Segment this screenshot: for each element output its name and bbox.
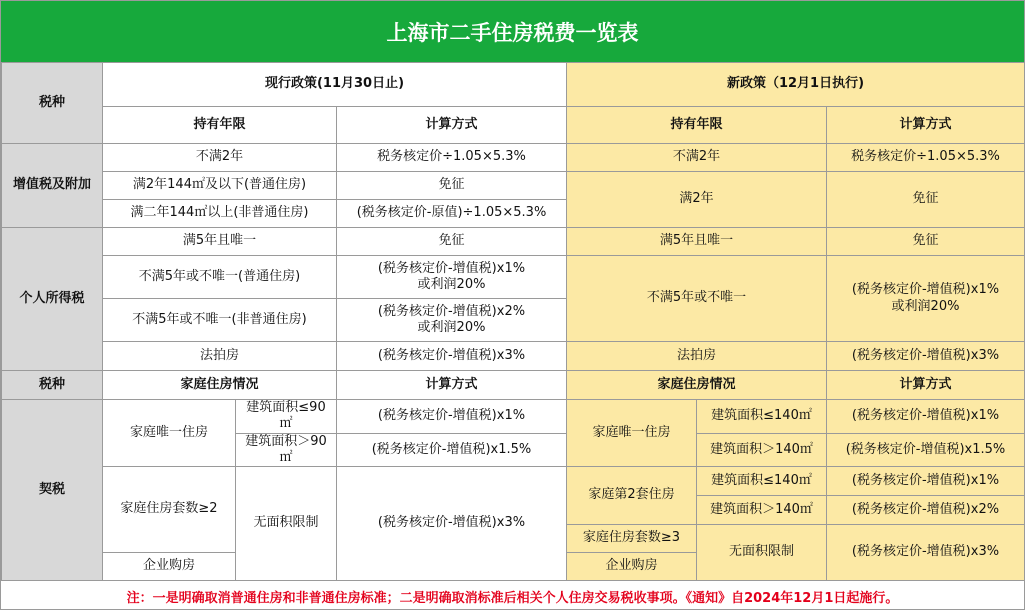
calc-line: 或利润20%	[417, 320, 486, 335]
deed-header-row	[2, 371, 1025, 400]
vat-new-cond: 满2年	[567, 172, 827, 228]
new-deed-calc-header: 计算方式	[827, 371, 1025, 400]
document-title: 上海市二手住房税费一览表	[1, 1, 1024, 62]
deed-row-3	[2, 467, 1025, 496]
vat-row-1	[2, 144, 1025, 172]
current-no-limit: 无面积限制	[236, 467, 337, 581]
new-no-limit: 无面积限制	[697, 525, 827, 581]
income-current-calc	[337, 256, 567, 299]
new-only-home: 家庭唯一住房	[567, 400, 697, 467]
new-holding-years-header: 持有年限	[567, 107, 827, 144]
income-row-4	[2, 342, 1025, 371]
vat-new-calc: 税务核定价÷1.05×5.3%	[827, 144, 1025, 172]
new-second-gt: 建筑面积＞140㎡	[697, 496, 827, 525]
income-new-cond: 满5年且唯一	[567, 228, 827, 256]
calc-line: (税务核定价-增值税)x1%	[851, 282, 1000, 298]
income-new-calc: 免征	[827, 228, 1025, 256]
new-calc-header: 计算方式	[827, 107, 1025, 144]
vat-row-2	[2, 172, 1025, 200]
new-second-home: 家庭第2套住房	[567, 467, 697, 525]
current-calc-header: 计算方式	[337, 107, 567, 144]
deed-row-1	[2, 400, 1025, 434]
vat-current-cond: 满二年144㎡以上(非普通住房)	[103, 200, 337, 228]
vat-current-calc: 免征	[337, 172, 567, 200]
current-only-home: 家庭唯一住房	[103, 400, 236, 467]
income-current-cond: 法拍房	[103, 342, 337, 371]
new-only-le: 建筑面积≤140㎡	[697, 400, 827, 434]
new-only-gt: 建筑面积＞140㎡	[697, 433, 827, 467]
new-no-limit-calc: (税务核定价-增值税)x3%	[827, 525, 1025, 581]
new-only-le-calc: (税务核定价-增值税)x1%	[827, 400, 1025, 434]
vat-current-calc: 税务核定价÷1.05×5.3%	[337, 144, 567, 172]
header-row-policy	[2, 63, 1025, 107]
current-holding-years-header: 持有年限	[103, 107, 337, 144]
footnote: 注：一是明确取消普通住房和非普通住房标准；二是明确取消标准后相关个人住房交易税收事项。《通知》自2024年12月1日起施行。	[126, 590, 899, 606]
income-current-cond: 不满5年或不唯一(普通住房)	[103, 256, 337, 299]
calc-line: (税务核定价-增值税)x2%	[377, 303, 526, 319]
income-current-cond: 满5年且唯一	[103, 228, 337, 256]
vat-current-cond: 满2年144㎡及以下(普通住房)	[103, 172, 337, 200]
new-only-gt-calc: (税务核定价-增值税)x1.5%	[827, 433, 1025, 467]
current-two-plus: 家庭住房套数≥2	[103, 467, 236, 553]
vat-new-cond: 不满2年	[567, 144, 827, 172]
income-current-calc: 免征	[337, 228, 567, 256]
calc-line: (税务核定价-增值税)x1%	[377, 260, 526, 276]
income-row-1	[2, 228, 1025, 256]
current-area-gt-calc: (税务核定价-增值税)x1.5%	[337, 433, 567, 467]
deed-tax-type-header: 税种	[2, 371, 103, 400]
vat-new-calc: 免征	[827, 172, 1025, 228]
income-current-calc	[337, 299, 567, 342]
new-second-gt-calc: (税务核定价-增值税)x2%	[827, 496, 1025, 525]
new-second-le-calc: (税务核定价-增值税)x1%	[827, 467, 1025, 496]
current-area-le: 建筑面积≤90㎡	[236, 400, 337, 434]
income-new-cond: 不满5年或不唯一	[567, 256, 827, 342]
income-new-cond: 法拍房	[567, 342, 827, 371]
new-family-housing-header: 家庭住房情况	[567, 371, 827, 400]
new-policy-header: 新政策（12月1日执行)	[567, 63, 1025, 107]
income-current-calc: (税务核定价-增值税)x3%	[337, 342, 567, 371]
vat-current-calc: (税务核定价-原值)÷1.05×5.3%	[337, 200, 567, 228]
current-enterprise: 企业购房	[103, 553, 236, 581]
tax-type-header: 税种	[2, 63, 103, 144]
current-area-le-calc: (税务核定价-增值税)x1%	[337, 400, 567, 434]
current-policy-header: 现行政策(11月30日止)	[103, 63, 567, 107]
calc-line: 或利润20%	[891, 298, 960, 314]
income-current-cond: 不满5年或不唯一(非普通住房)	[103, 299, 337, 342]
new-second-le: 建筑面积≤140㎡	[697, 467, 827, 496]
income-new-calc	[827, 256, 1025, 342]
current-deed-calc-header: 计算方式	[337, 371, 567, 400]
new-enterprise: 企业购房	[567, 553, 697, 581]
income-tax-label: 个人所得税	[2, 228, 103, 371]
tax-table	[1, 62, 1025, 581]
current-family-housing-header: 家庭住房情况	[103, 371, 337, 400]
deed-tax-label: 契税	[2, 400, 103, 581]
header-row-columns	[2, 107, 1025, 144]
current-no-limit-calc: (税务核定价-增值税)x3%	[337, 467, 567, 581]
vat-label: 增值税及附加	[2, 144, 103, 228]
current-area-gt: 建筑面积＞90㎡	[236, 433, 337, 467]
new-three-plus: 家庭住房套数≥3	[567, 525, 697, 553]
income-new-calc: (税务核定价-增值税)x3%	[827, 342, 1025, 371]
vat-current-cond: 不满2年	[103, 144, 337, 172]
calc-line: 或利润20%	[417, 277, 486, 292]
income-row-2	[2, 256, 1025, 299]
